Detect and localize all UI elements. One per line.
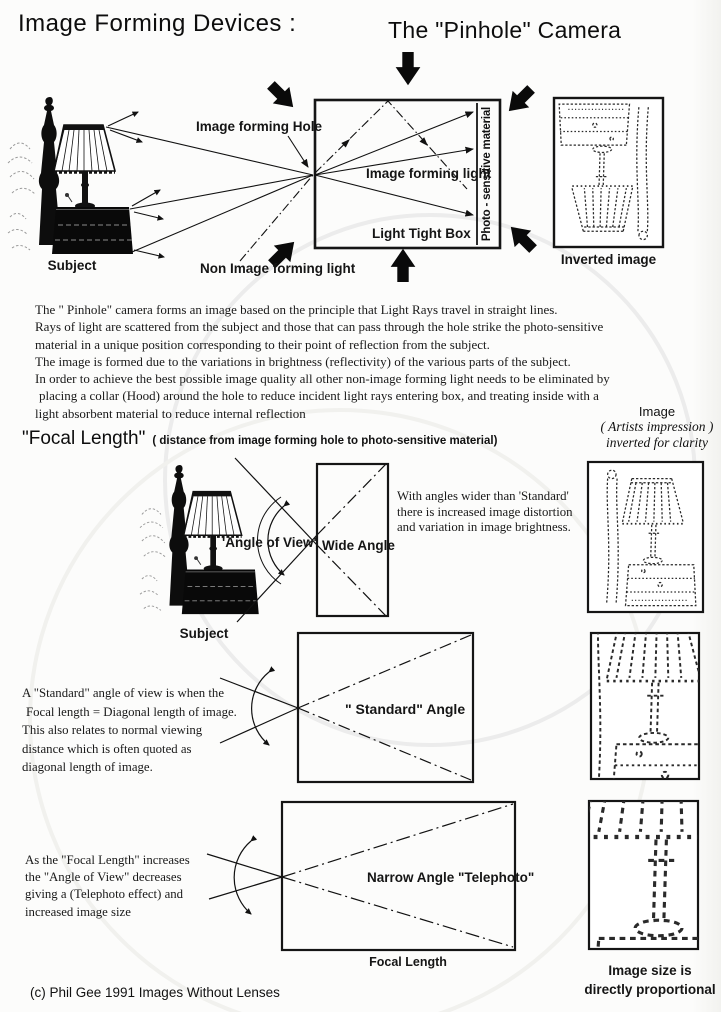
caption-line: directly proportional [584, 982, 716, 997]
image-forming-light-label: Image forming light [366, 166, 492, 181]
text-line: giving a (Telephoto effect) and [25, 887, 184, 902]
photo-sensitive-material-label: Photo - sensitive material [481, 106, 493, 242]
caption-line: Image size is [608, 963, 692, 978]
angle-of-view-label: 'Angle of View' [222, 535, 317, 550]
text-line: A "Standard" angle of view is when the [22, 686, 225, 700]
note-line: With angles wider than 'Standard' [397, 489, 569, 503]
hole-label: Image forming Hole [196, 119, 323, 134]
caption-line: inverted for clarity [606, 434, 708, 450]
hole-pointer-arrow [288, 136, 308, 167]
focal-length-heading [22, 428, 497, 450]
copyright-line: (c) Phil Gee 1991 Images Without Lenses [30, 985, 280, 1000]
text-line: This also relates to normal viewing [22, 723, 203, 738]
subject-illustration [8, 97, 133, 254]
wide-angle-label: Wide Angle [322, 538, 395, 553]
pinhole-diagram [8, 52, 663, 282]
thick-arrow-top-icon [396, 52, 421, 85]
note-line: there is increased image distortion [397, 504, 573, 519]
impression-frame-wide [588, 462, 703, 612]
caption-line: ( Artists impression ) [600, 419, 714, 434]
focal-length-caption: Focal Length [369, 955, 447, 969]
telephoto-label: Narrow Angle "Telephoto" [367, 870, 535, 885]
focal-length-title: "Focal Length" [22, 428, 146, 449]
telephoto-angle-arc [234, 841, 251, 914]
text-line: distance which is often quoted as [22, 741, 192, 756]
wide-angle-note [397, 489, 573, 536]
proportional-caption [583, 961, 717, 999]
artist-impression-caption [592, 404, 721, 450]
description-line: In order to achieve the best possible image quality all other non-image forming light needs to be eliminated by [35, 371, 610, 387]
impression-frame-standard [591, 633, 699, 779]
image-forming-rays [315, 112, 473, 215]
text-line: the "Angle of View" decreases [25, 870, 182, 885]
text-line: Focal length = Diagonal length of image. [26, 704, 237, 719]
standard-angle-label: " Standard" Angle [345, 701, 466, 717]
focal-length-subtitle: ( distance from image forming hole to photo-sensitive material) [152, 435, 498, 447]
caption-line: Image [638, 404, 676, 419]
non-image-forming-label: Non Image forming light [200, 261, 356, 276]
thick-arrow-top-left-icon [263, 77, 302, 116]
description-line: The " Pinhole" camera forms an image based on the principle that Light Rays travel in straight lines. [35, 302, 558, 317]
page-title-right: The "Pinhole" Camera [388, 17, 622, 43]
subject-label-mid: Subject [179, 626, 229, 641]
standard-angle-text [22, 684, 237, 777]
page-title-left: Image Forming Devices : [18, 10, 297, 37]
subject-label-top: Subject [47, 258, 97, 273]
inverted-image-label: Inverted image [560, 252, 657, 267]
text-line: As the "Focal Length" increases [25, 853, 190, 867]
description-line: material in a unique position corresponding to their point of reflection from the subject. [35, 336, 490, 352]
description-line: Rays of light are scattered from the subject and those that can pass through the hole strike the photo-sensitive [35, 319, 604, 335]
telephoto-text [25, 852, 190, 921]
text-line: increased image size [25, 904, 131, 919]
description-line: The image is formed due to the variations in brightness (reflectivity) of the various parts of the subject. [35, 353, 571, 369]
thick-arrow-bottom-icon [391, 249, 416, 282]
thick-arrow-top-right-icon [501, 81, 540, 120]
description-line: light absorbent material to reduce internal reflection [35, 405, 306, 421]
description-paragraph [35, 301, 610, 422]
text-line: diagonal length of image. [22, 760, 153, 775]
light-tight-box-label: Light Tight Box [372, 226, 471, 241]
note-line: and variation in image brightness. [397, 520, 571, 535]
description-line: placing a collar (Hood) around the hole to reduce incident light rays entering box, and treating inside with a [39, 388, 599, 404]
